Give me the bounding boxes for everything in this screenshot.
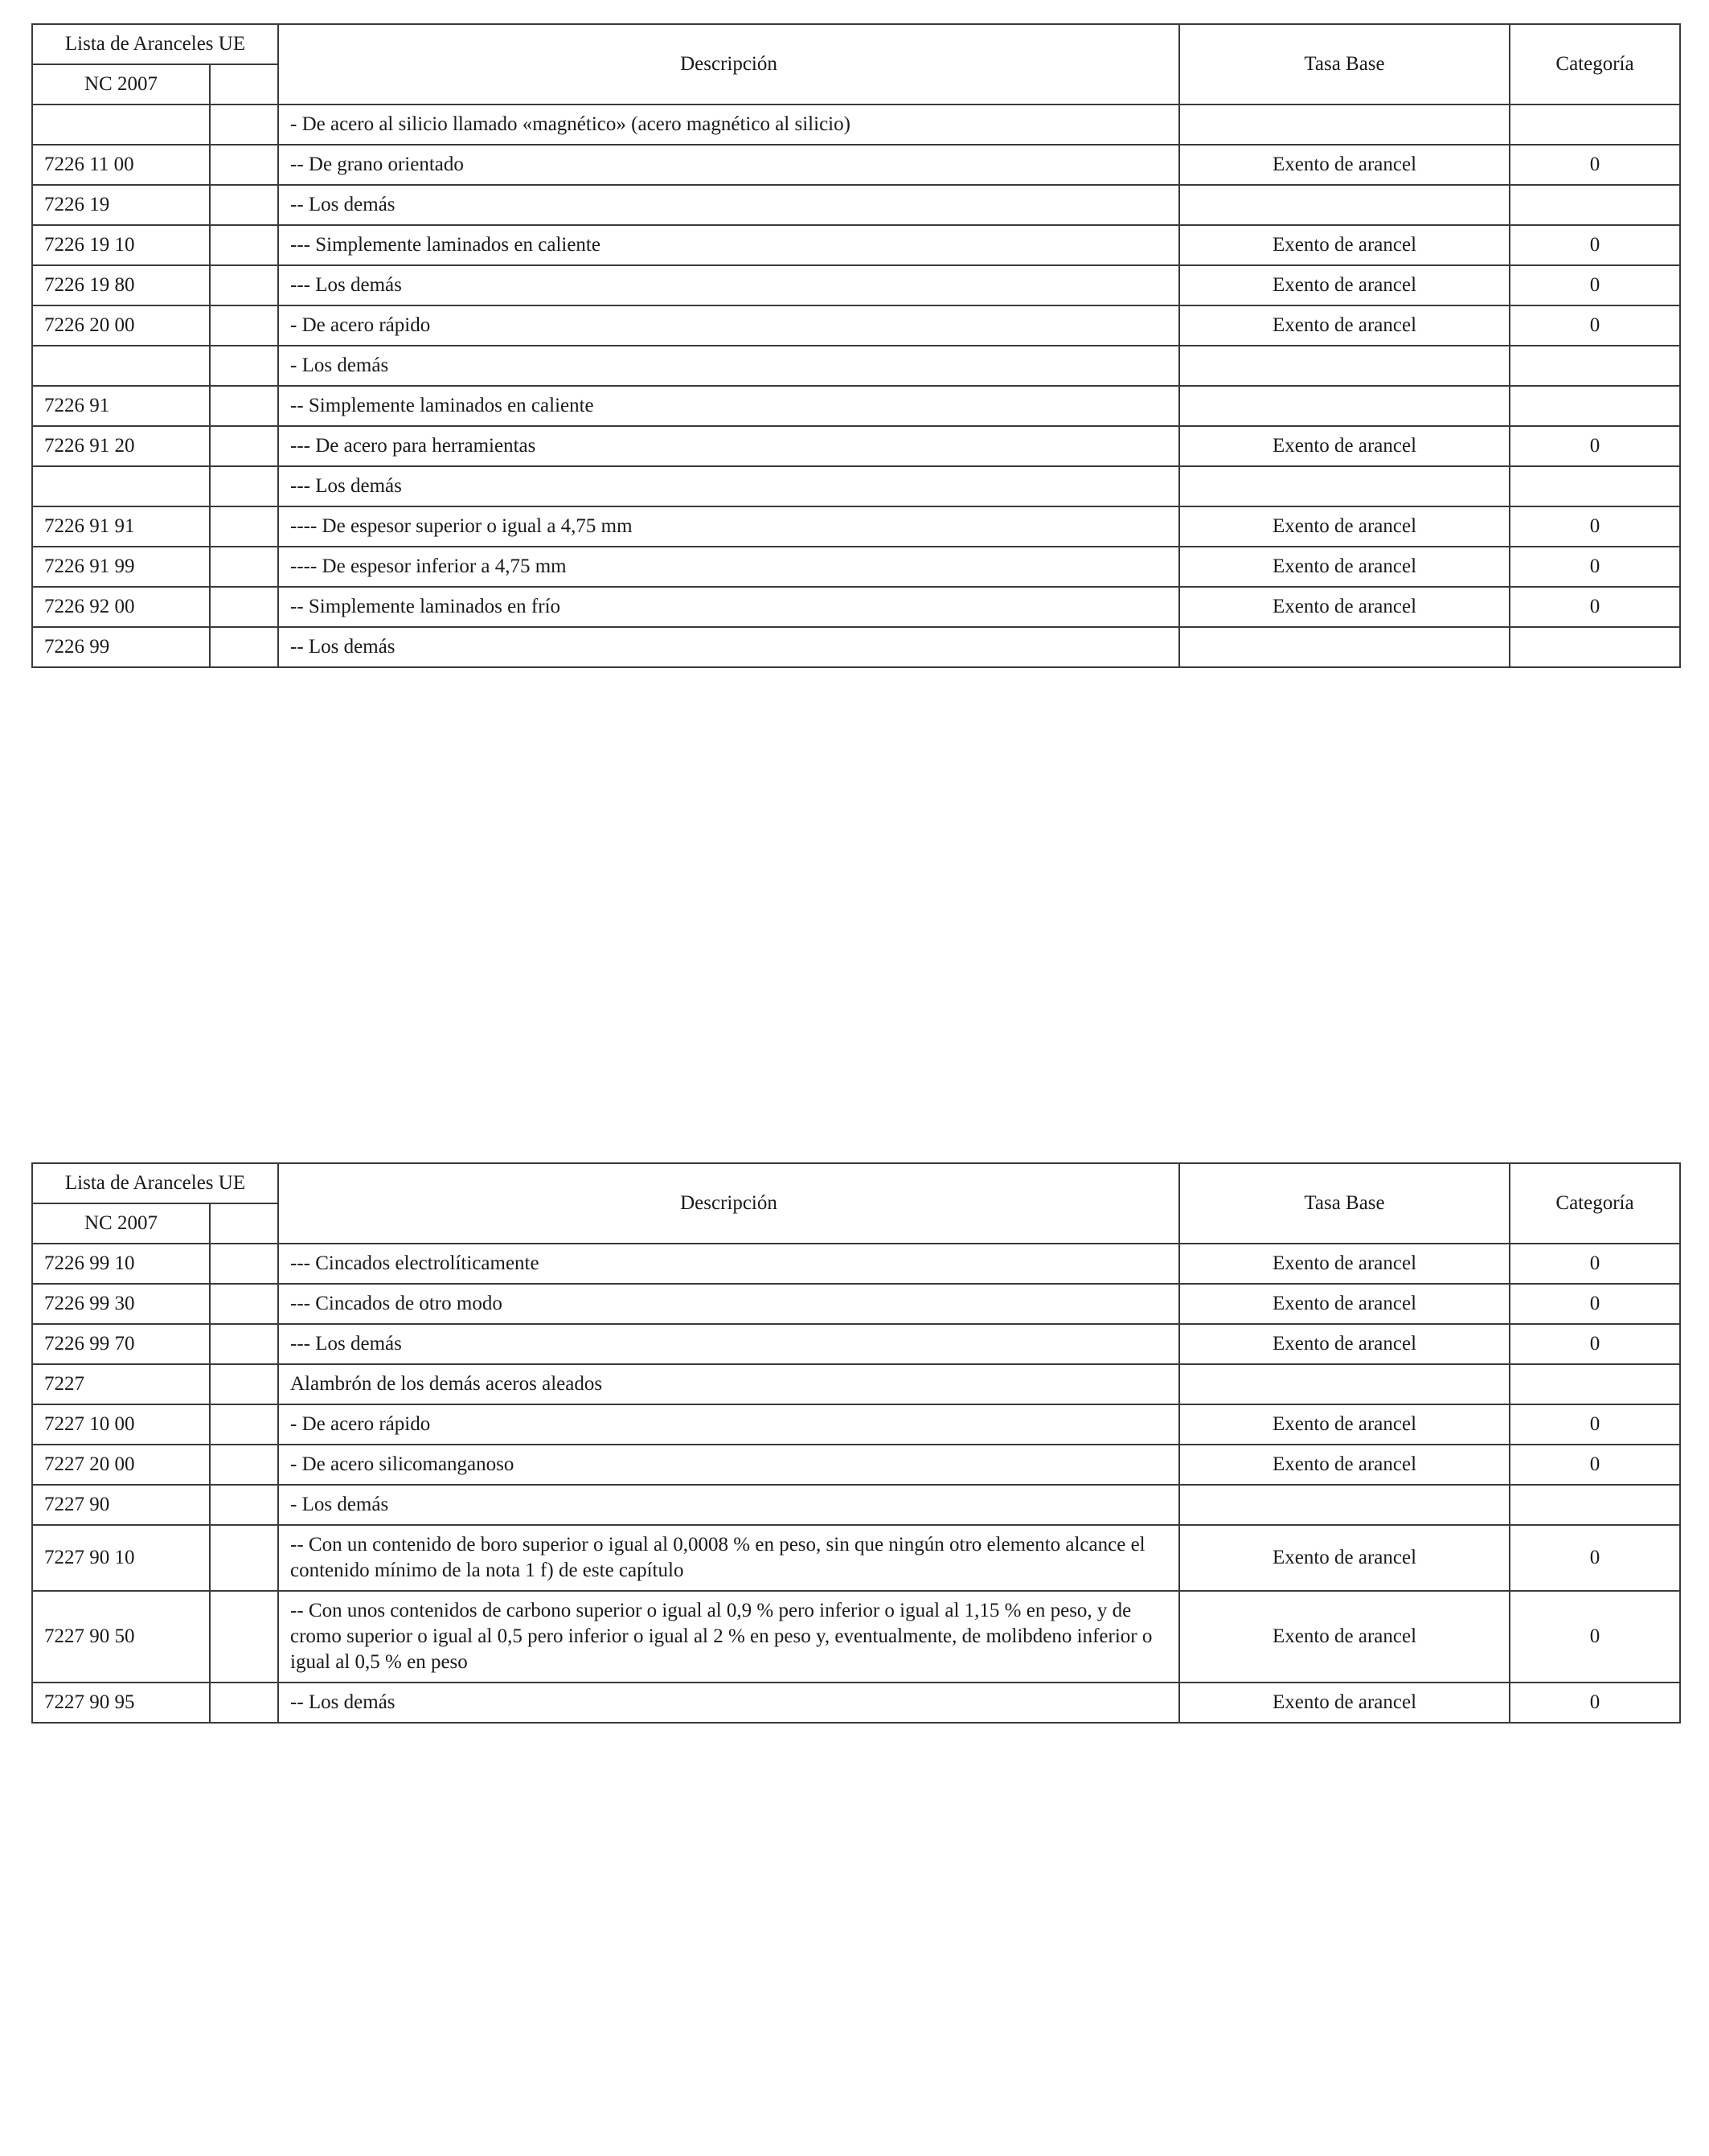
category-cell <box>1510 185 1680 225</box>
blank-header-cell <box>210 1203 278 1244</box>
base-rate-cell: Exento de arancel <box>1179 547 1510 587</box>
base-rate-header: Tasa Base <box>1179 24 1510 105</box>
description-cell: -- De grano orientado <box>278 145 1179 185</box>
base-rate-cell <box>1179 105 1510 145</box>
table-row <box>32 225 1680 265</box>
description-cell: --- Simplemente laminados en caliente <box>278 225 1179 265</box>
category-cell <box>1510 1485 1680 1525</box>
description-cell: --- De acero para herramientas <box>278 426 1179 466</box>
blank-cell <box>210 1525 278 1591</box>
table-row <box>32 506 1680 547</box>
category-cell: 0 <box>1510 1404 1680 1445</box>
table-row <box>32 305 1680 346</box>
base-rate-cell: Exento de arancel <box>1179 145 1510 185</box>
nc-code-cell: 7226 11 00 <box>32 145 210 185</box>
table-row <box>32 105 1680 145</box>
category-cell <box>1510 105 1680 145</box>
blank-cell <box>210 346 278 386</box>
base-rate-cell: Exento de arancel <box>1179 1683 1510 1723</box>
nc-code-cell: 7226 19 10 <box>32 225 210 265</box>
base-rate-cell: Exento de arancel <box>1179 506 1510 547</box>
category-cell <box>1510 627 1680 667</box>
base-rate-cell: Exento de arancel <box>1179 1445 1510 1485</box>
table-row <box>32 1445 1680 1485</box>
blank-cell <box>210 1445 278 1485</box>
blank-cell <box>210 225 278 265</box>
table-row <box>32 386 1680 426</box>
blank-cell <box>210 386 278 426</box>
base-rate-cell: Exento de arancel <box>1179 1591 1510 1683</box>
description-header: Descripción <box>278 1163 1179 1244</box>
category-cell: 0 <box>1510 1683 1680 1723</box>
blank-cell <box>210 466 278 506</box>
nc-label-header: NC 2007 <box>32 64 210 105</box>
base-rate-cell <box>1179 1364 1510 1404</box>
blank-cell <box>210 1404 278 1445</box>
table-row <box>32 145 1680 185</box>
category-cell: 0 <box>1510 305 1680 346</box>
category-cell: 0 <box>1510 1284 1680 1324</box>
nc-code-cell: 7226 19 <box>32 185 210 225</box>
nc-code-cell: 7226 19 80 <box>32 265 210 305</box>
table-row <box>32 1324 1680 1364</box>
nc-code-cell: 7227 20 00 <box>32 1445 210 1485</box>
table-row <box>32 1244 1680 1284</box>
base-rate-cell: Exento de arancel <box>1179 1244 1510 1284</box>
category-cell: 0 <box>1510 1244 1680 1284</box>
blank-cell <box>210 265 278 305</box>
base-rate-cell <box>1179 1485 1510 1525</box>
nc-code-cell: 7226 20 00 <box>32 305 210 346</box>
nc-code-cell: 7226 92 00 <box>32 587 210 627</box>
nc-code-cell: 7226 91 99 <box>32 547 210 587</box>
table-row <box>32 587 1680 627</box>
nc-code-cell: 7226 99 70 <box>32 1324 210 1364</box>
description-cell: -- Simplemente laminados en caliente <box>278 386 1179 426</box>
blank-cell <box>210 145 278 185</box>
category-cell <box>1510 1364 1680 1404</box>
tariff-table-2 <box>31 1162 1681 1724</box>
base-rate-cell <box>1179 185 1510 225</box>
tariff-table-1-body <box>32 24 1680 667</box>
base-rate-cell: Exento de arancel <box>1179 1284 1510 1324</box>
nc-code-cell: 7227 90 <box>32 1485 210 1525</box>
description-cell: - Los demás <box>278 346 1179 386</box>
category-cell: 0 <box>1510 506 1680 547</box>
description-cell: --- Los demás <box>278 1324 1179 1364</box>
list-title-header: Lista de Aranceles UE <box>32 24 278 64</box>
table-row <box>32 426 1680 466</box>
description-cell: -- Simplemente laminados en frío <box>278 587 1179 627</box>
category-cell: 0 <box>1510 1591 1680 1683</box>
blank-cell <box>210 1284 278 1324</box>
nc-code-cell: 7227 90 95 <box>32 1683 210 1723</box>
header-row-top <box>32 1163 1680 1203</box>
table-row <box>32 346 1680 386</box>
blank-cell <box>210 1324 278 1364</box>
base-rate-cell: Exento de arancel <box>1179 587 1510 627</box>
description-cell: ---- De espesor inferior a 4,75 mm <box>278 547 1179 587</box>
description-cell: - De acero rápido <box>278 305 1179 346</box>
base-rate-cell: Exento de arancel <box>1179 426 1510 466</box>
tariff-table-1 <box>31 23 1681 668</box>
table-row <box>32 547 1680 587</box>
category-cell: 0 <box>1510 1445 1680 1485</box>
category-cell <box>1510 346 1680 386</box>
nc-code-cell: 7226 91 <box>32 386 210 426</box>
header-row-top <box>32 24 1680 64</box>
nc-code-cell: 7226 99 30 <box>32 1284 210 1324</box>
base-rate-cell: Exento de arancel <box>1179 265 1510 305</box>
nc-label-header: NC 2007 <box>32 1203 210 1244</box>
table-row <box>32 1683 1680 1723</box>
blank-cell <box>210 1485 278 1525</box>
table-row <box>32 1284 1680 1324</box>
blank-cell <box>210 1683 278 1723</box>
description-cell: Alambrón de los demás aceros aleados <box>278 1364 1179 1404</box>
nc-code-cell: 7227 10 00 <box>32 1404 210 1445</box>
description-cell: - De acero rápido <box>278 1404 1179 1445</box>
table-row <box>32 1364 1680 1404</box>
category-cell: 0 <box>1510 547 1680 587</box>
table-row <box>32 1525 1680 1591</box>
blank-cell <box>210 185 278 225</box>
list-title-header: Lista de Aranceles UE <box>32 1163 278 1203</box>
description-cell: --- Los demás <box>278 466 1179 506</box>
nc-code-cell <box>32 346 210 386</box>
blank-header-cell <box>210 64 278 105</box>
table-row <box>32 1404 1680 1445</box>
blank-cell <box>210 506 278 547</box>
base-rate-cell: Exento de arancel <box>1179 1525 1510 1591</box>
table-row <box>32 627 1680 667</box>
blank-cell <box>210 1364 278 1404</box>
description-cell: - De acero al silicio llamado «magnético» (acero magnético al silicio) <box>278 105 1179 145</box>
blank-cell <box>210 547 278 587</box>
table-row <box>32 1485 1680 1525</box>
description-cell: -- Los demás <box>278 1683 1179 1723</box>
description-cell: - Los demás <box>278 1485 1179 1525</box>
category-cell: 0 <box>1510 426 1680 466</box>
table-row <box>32 185 1680 225</box>
category-cell: 0 <box>1510 225 1680 265</box>
blank-cell <box>210 305 278 346</box>
base-rate-cell: Exento de arancel <box>1179 1404 1510 1445</box>
description-cell: -- Los demás <box>278 185 1179 225</box>
base-rate-cell: Exento de arancel <box>1179 225 1510 265</box>
category-cell: 0 <box>1510 1324 1680 1364</box>
category-cell <box>1510 466 1680 506</box>
category-header: Categoría <box>1510 24 1680 105</box>
description-cell: --- Cincados electrolíticamente <box>278 1244 1179 1284</box>
description-cell: --- Los demás <box>278 265 1179 305</box>
category-cell: 0 <box>1510 1525 1680 1591</box>
category-cell: 0 <box>1510 145 1680 185</box>
nc-code-cell: 7227 <box>32 1364 210 1404</box>
blank-cell <box>210 627 278 667</box>
blank-cell <box>210 587 278 627</box>
category-header: Categoría <box>1510 1163 1680 1244</box>
base-rate-cell <box>1179 627 1510 667</box>
category-cell: 0 <box>1510 587 1680 627</box>
category-cell <box>1510 386 1680 426</box>
nc-code-cell: 7227 90 10 <box>32 1525 210 1591</box>
blank-cell <box>210 426 278 466</box>
base-rate-cell <box>1179 466 1510 506</box>
nc-code-cell: 7226 91 20 <box>32 426 210 466</box>
description-cell: ---- De espesor superior o igual a 4,75 mm <box>278 506 1179 547</box>
base-rate-header: Tasa Base <box>1179 1163 1510 1244</box>
blank-cell <box>210 1591 278 1683</box>
base-rate-cell: Exento de arancel <box>1179 305 1510 346</box>
description-cell: - De acero silicomanganoso <box>278 1445 1179 1485</box>
description-header: Descripción <box>278 24 1179 105</box>
base-rate-cell: Exento de arancel <box>1179 1324 1510 1364</box>
nc-code-cell <box>32 466 210 506</box>
description-cell: --- Cincados de otro modo <box>278 1284 1179 1324</box>
table-row <box>32 1591 1680 1683</box>
nc-code-cell <box>32 105 210 145</box>
base-rate-cell <box>1179 386 1510 426</box>
nc-code-cell: 7226 99 10 <box>32 1244 210 1284</box>
description-cell: -- Con un contenido de boro superior o igual al 0,0008 % en peso, sin que ningún otro elemento alcance el contenido mínimo de la nota 1 f) de este capítulo <box>278 1525 1179 1591</box>
blank-cell <box>210 105 278 145</box>
nc-code-cell: 7227 90 50 <box>32 1591 210 1683</box>
nc-code-cell: 7226 99 <box>32 627 210 667</box>
nc-code-cell: 7226 91 91 <box>32 506 210 547</box>
category-cell: 0 <box>1510 265 1680 305</box>
tariff-table-2-body <box>32 1163 1680 1723</box>
description-cell: -- Los demás <box>278 627 1179 667</box>
blank-cell <box>210 1244 278 1284</box>
description-cell: -- Con unos contenidos de carbono superior o igual al 0,9 % pero inferior o igual al 1,15 % en peso, y de cromo superior o igual al 0,5 pero inferior o igual al 2 % en peso y, eventualmente, de molibdeno inferior o igual al 0,5 % en peso <box>278 1591 1179 1683</box>
table-row <box>32 466 1680 506</box>
base-rate-cell <box>1179 346 1510 386</box>
table-row <box>32 265 1680 305</box>
